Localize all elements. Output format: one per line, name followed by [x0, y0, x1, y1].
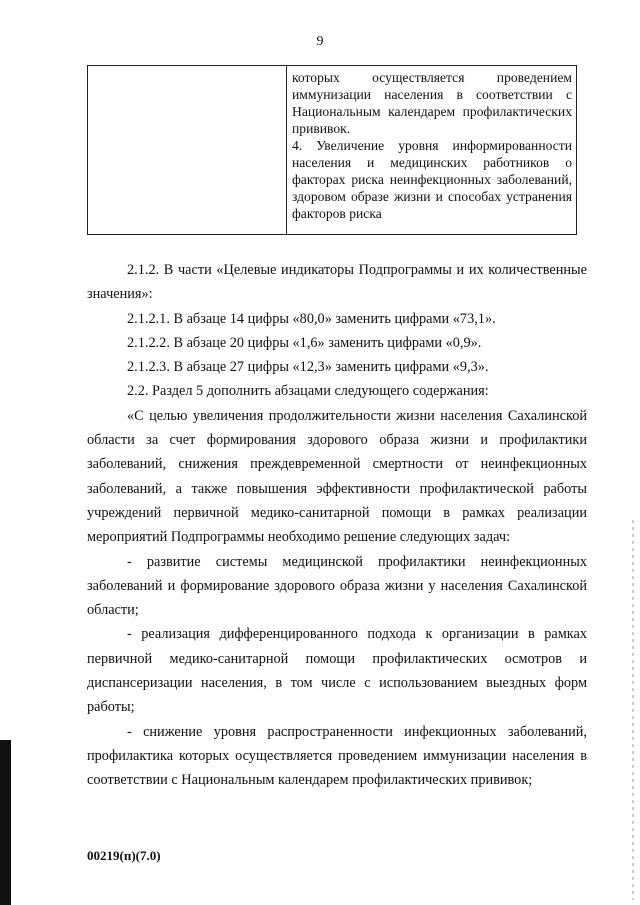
list-item: - реализация дифференцированного подхода к организации в рамках первичной медико-санитарной помощи профилактических осмотров и диспансеризации населения, в том числе с использованием выездных форм работы; — [87, 626, 587, 716]
paragraph: 2.2. Раздел 5 дополнить абзацами следующего содержания: — [127, 383, 489, 400]
list-item: - развитие системы медицинской профилактики неинфекционных заболеваний и формирование здорового образа жизни у населения Сахалинской области; — [87, 553, 587, 619]
document-body — [87, 258, 587, 793]
paragraph: 2.1.2.1. В абзаце 14 цифры «80,0» заменить цифрами «73,1». — [127, 310, 496, 327]
paragraph: 2.1.2. В части «Целевые индикаторы Подпрограммы и их количественные значения»: — [87, 262, 587, 303]
page-number: 9 — [316, 34, 324, 49]
paragraph: 2.1.2.2. В абзаце 20 цифры «1,6» заменить цифрами «0,9». — [127, 334, 482, 351]
document-code: 00219(п)(7.0) — [87, 848, 161, 863]
task-table — [87, 65, 577, 235]
scan-artifact-bar — [0, 740, 11, 905]
table-cell-left — [88, 66, 287, 234]
table-cell-text: которых осуществляется проведением иммунизации населения в соответствии с Национальным календарем профилактических прививок. — [292, 70, 572, 136]
table-cell-right — [287, 66, 576, 234]
list-item: - снижение уровня распространенности инфекционных заболеваний, профилактика которых осуществляется проведением иммунизации населения в соответствии с Национальным календарем профилактических прививок; — [87, 723, 587, 789]
table-cell-text: 4. Увеличение уровня информированности населения и медицинских работников о факторах риска неинфекционных заболеваний, здоровом образе жизни и способах устранения факторов риска — [292, 138, 572, 221]
scan-artifact-edge — [632, 520, 634, 900]
paragraph: 2.1.2.3. В абзаце 27 цифры «12,3» заменить цифрами «9,3». — [127, 359, 489, 376]
paragraph: «С целью увеличения продолжительности жизни населения Сахалинской области за счет формирования здорового образа жизни и профилактики заболеваний, снижения преждевременной смертности от неинфекционных заболеваний, а также повышения эффективности профилактической работы учреждений первичной медико-санитарной помощи в рамках реализации мероприятий Подпрограммы необходимо решение следующих задач: — [87, 407, 587, 546]
